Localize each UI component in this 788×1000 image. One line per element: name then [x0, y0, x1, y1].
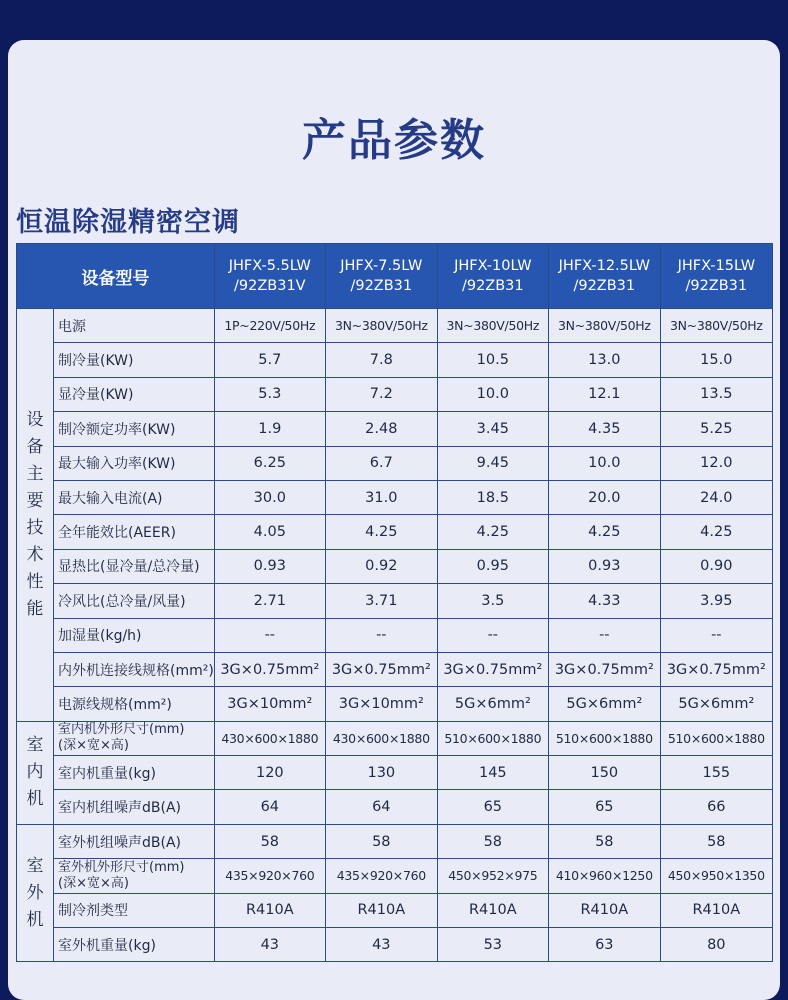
row-label-text: 加湿量(kg/h) — [58, 628, 142, 645]
table-row — [17, 515, 773, 549]
table-cell: 3G×0.75mm² — [660, 652, 772, 686]
table-cell: 30.0 — [214, 480, 325, 514]
group-label — [17, 824, 54, 962]
table-cell: R410A — [214, 893, 325, 927]
table-row — [17, 446, 773, 480]
model-line1: JHFX-15LW — [677, 258, 756, 274]
table-cell: 0.93 — [548, 549, 660, 583]
table-cell: 150 — [548, 756, 660, 790]
group-label-text: 室内机 — [26, 735, 44, 810]
row-label — [54, 584, 215, 618]
row-label-text: 显热比(显冷量/总冷量) — [58, 559, 200, 576]
table-row — [17, 480, 773, 514]
table-cell: 4.35 — [548, 412, 660, 446]
row-label-text: 电源 — [58, 318, 86, 335]
table-cell: 510×600×1880 — [437, 721, 548, 755]
table-cell: 13.0 — [548, 343, 660, 377]
table-cell: 3N~380V/50Hz — [548, 309, 660, 343]
table-cell: 4.33 — [548, 584, 660, 618]
row-label-text: 最大输入功率(KW) — [58, 456, 176, 473]
header-model — [325, 244, 437, 309]
table-cell: 63 — [548, 928, 660, 962]
table-cell: 0.90 — [660, 549, 772, 583]
row-label — [54, 412, 215, 446]
table-cell: 3G×10mm² — [214, 687, 325, 721]
table-cell: 3N~380V/50Hz — [437, 309, 548, 343]
table-row — [17, 618, 773, 652]
model-line2: /92ZB31V — [234, 278, 306, 294]
row-label — [54, 824, 215, 858]
table-row — [17, 549, 773, 583]
table-row — [17, 824, 773, 858]
row-label-text: 电源线规格(mm²) — [58, 696, 172, 713]
table-row — [17, 309, 773, 343]
row-label-text: 室内机重量(kg) — [58, 765, 156, 782]
table-cell: 5.7 — [214, 343, 325, 377]
header-model — [437, 244, 548, 309]
row-label-text: 冷风比(总冷量/风量) — [58, 593, 186, 610]
row-label — [54, 549, 215, 583]
table-cell: 450×950×1350 — [660, 859, 772, 893]
table-cell: 4.05 — [214, 515, 325, 549]
table-cell: 435×920×760 — [214, 859, 325, 893]
header-model — [214, 244, 325, 309]
row-label-subtext: (深×宽×高) — [58, 738, 129, 754]
header-model — [548, 244, 660, 309]
header-model-label: 设备型号 — [17, 244, 215, 309]
table-cell: 58 — [325, 824, 437, 858]
table-cell: 65 — [548, 790, 660, 824]
row-label-text: 显冷量(KW) — [58, 387, 134, 404]
table-cell: 15.0 — [660, 343, 772, 377]
row-label-text: 室内机外形尺寸(mm) — [58, 722, 185, 738]
table-cell: 31.0 — [325, 480, 437, 514]
table-cell: 53 — [437, 928, 548, 962]
row-label — [54, 515, 215, 549]
table-cell: 58 — [437, 824, 548, 858]
group-label-text: 室外机 — [26, 855, 44, 930]
table-row — [17, 928, 773, 962]
table-cell: 3.71 — [325, 584, 437, 618]
table-cell: 7.8 — [325, 343, 437, 377]
table-cell: 24.0 — [660, 480, 772, 514]
table-cell: 10.0 — [548, 446, 660, 480]
table-cell: 5G×6mm² — [660, 687, 772, 721]
table-cell: 1P~220V/50Hz — [214, 309, 325, 343]
page-title: 产品参数 — [302, 115, 486, 166]
table-cell: -- — [214, 618, 325, 652]
table-cell: 3G×0.75mm² — [548, 652, 660, 686]
table-cell: R410A — [660, 893, 772, 927]
table-cell: 20.0 — [548, 480, 660, 514]
table-cell: 10.0 — [437, 377, 548, 411]
row-label — [54, 859, 215, 893]
table-cell: 12.0 — [660, 446, 772, 480]
table-cell: 3G×0.75mm² — [437, 652, 548, 686]
table-row — [17, 343, 773, 377]
table-cell: 5.25 — [660, 412, 772, 446]
table-cell: 0.95 — [437, 549, 548, 583]
row-label — [54, 756, 215, 790]
row-label — [54, 446, 215, 480]
row-label — [54, 343, 215, 377]
table-cell: 435×920×760 — [325, 859, 437, 893]
table-cell: 12.1 — [548, 377, 660, 411]
content-card — [8, 40, 780, 1000]
group-label — [17, 721, 54, 824]
group-label-text: 设备主要技术性能 — [26, 409, 44, 619]
table-cell: 510×600×1880 — [548, 721, 660, 755]
table-cell: 64 — [325, 790, 437, 824]
table-cell: 66 — [660, 790, 772, 824]
table-cell: 64 — [214, 790, 325, 824]
table-cell: 430×600×1880 — [325, 721, 437, 755]
row-label-text: 室内机组噪声dB(A) — [58, 800, 181, 817]
row-label — [54, 721, 215, 755]
model-line1: JHFX-10LW — [454, 258, 532, 274]
table-row — [17, 584, 773, 618]
table-cell: 4.25 — [548, 515, 660, 549]
section-subtitle: 恒温除湿精密空调 — [16, 207, 240, 238]
model-line2: /92ZB31 — [573, 278, 636, 294]
table-cell: -- — [437, 618, 548, 652]
model-line1: JHFX-7.5LW — [340, 258, 423, 274]
table-cell: 410×960×1250 — [548, 859, 660, 893]
table-cell: 0.93 — [214, 549, 325, 583]
table-cell: 4.25 — [660, 515, 772, 549]
table-cell: 13.5 — [660, 377, 772, 411]
row-label-text: 制冷量(KW) — [58, 353, 134, 370]
table-cell: 80 — [660, 928, 772, 962]
table-cell: 450×952×975 — [437, 859, 548, 893]
header-model — [660, 244, 772, 309]
table-row — [17, 790, 773, 824]
table-cell: 9.45 — [437, 446, 548, 480]
table-cell: 18.5 — [437, 480, 548, 514]
table-cell: 3G×0.75mm² — [214, 652, 325, 686]
table-cell: 145 — [437, 756, 548, 790]
table-cell: R410A — [325, 893, 437, 927]
row-label-text: 室外机外形尺寸(mm) — [58, 859, 185, 875]
table-cell: 5.3 — [214, 377, 325, 411]
table-cell: 58 — [214, 824, 325, 858]
model-line1: JHFX-5.5LW — [228, 258, 311, 274]
table-cell: 58 — [660, 824, 772, 858]
row-label-subtext: (深×宽×高) — [58, 875, 129, 891]
table-cell: R410A — [548, 893, 660, 927]
row-label-text: 最大输入电流(A) — [58, 490, 163, 507]
model-line2: /92ZB31 — [461, 278, 524, 294]
row-label-text: 全年能效比(AEER) — [58, 525, 176, 542]
row-label-text: 室外机重量(kg) — [58, 937, 156, 954]
row-label — [54, 377, 215, 411]
table-cell: 43 — [214, 928, 325, 962]
spec-table — [16, 243, 773, 962]
table-cell: 1.9 — [214, 412, 325, 446]
table-row — [17, 652, 773, 686]
table-cell: 120 — [214, 756, 325, 790]
table-row — [17, 859, 773, 893]
table-row — [17, 377, 773, 411]
table-cell: 5G×6mm² — [437, 687, 548, 721]
row-label-text: 制冷剂类型 — [58, 903, 128, 920]
table-cell: 43 — [325, 928, 437, 962]
table-row — [17, 893, 773, 927]
table-cell: 6.7 — [325, 446, 437, 480]
table-cell: 4.25 — [325, 515, 437, 549]
row-label — [54, 928, 215, 962]
table-cell: 4.25 — [437, 515, 548, 549]
table-cell: 2.48 — [325, 412, 437, 446]
table-cell: R410A — [437, 893, 548, 927]
row-label-text: 制冷额定功率(KW) — [58, 421, 176, 438]
model-line2: /92ZB31 — [350, 278, 413, 294]
table-header-row — [17, 244, 773, 309]
table-cell: 3.5 — [437, 584, 548, 618]
table-cell: -- — [325, 618, 437, 652]
table-cell: -- — [548, 618, 660, 652]
table-cell: 58 — [548, 824, 660, 858]
table-cell: 3.45 — [437, 412, 548, 446]
table-row — [17, 687, 773, 721]
table-cell: 510×600×1880 — [660, 721, 772, 755]
row-label — [54, 480, 215, 514]
table-cell: 3G×10mm² — [325, 687, 437, 721]
row-label — [54, 618, 215, 652]
table-body — [17, 309, 773, 962]
table-cell: 0.92 — [325, 549, 437, 583]
row-label — [54, 790, 215, 824]
row-label — [54, 309, 215, 343]
table-cell: 65 — [437, 790, 548, 824]
table-cell: 6.25 — [214, 446, 325, 480]
row-label-text: 室外机组噪声dB(A) — [58, 834, 181, 851]
row-label — [54, 687, 215, 721]
table-cell: -- — [660, 618, 772, 652]
table-cell: 2.71 — [214, 584, 325, 618]
table-cell: 3.95 — [660, 584, 772, 618]
model-line1: JHFX-12.5LW — [558, 258, 650, 274]
table-cell: 130 — [325, 756, 437, 790]
table-cell: 3G×0.75mm² — [325, 652, 437, 686]
table-cell: 155 — [660, 756, 772, 790]
table-cell: 10.5 — [437, 343, 548, 377]
group-label — [17, 309, 54, 722]
table-row — [17, 412, 773, 446]
row-label — [54, 893, 215, 927]
table-cell: 3N~380V/50Hz — [325, 309, 437, 343]
table-cell: 3N~380V/50Hz — [660, 309, 772, 343]
row-label-text: 内外机连接线规格(mm²) — [58, 662, 214, 679]
table-row — [17, 721, 773, 755]
table-cell: 7.2 — [325, 377, 437, 411]
table-cell: 430×600×1880 — [214, 721, 325, 755]
model-line2: /92ZB31 — [685, 278, 748, 294]
table-row — [17, 756, 773, 790]
row-label — [54, 652, 215, 686]
table-cell: 5G×6mm² — [548, 687, 660, 721]
